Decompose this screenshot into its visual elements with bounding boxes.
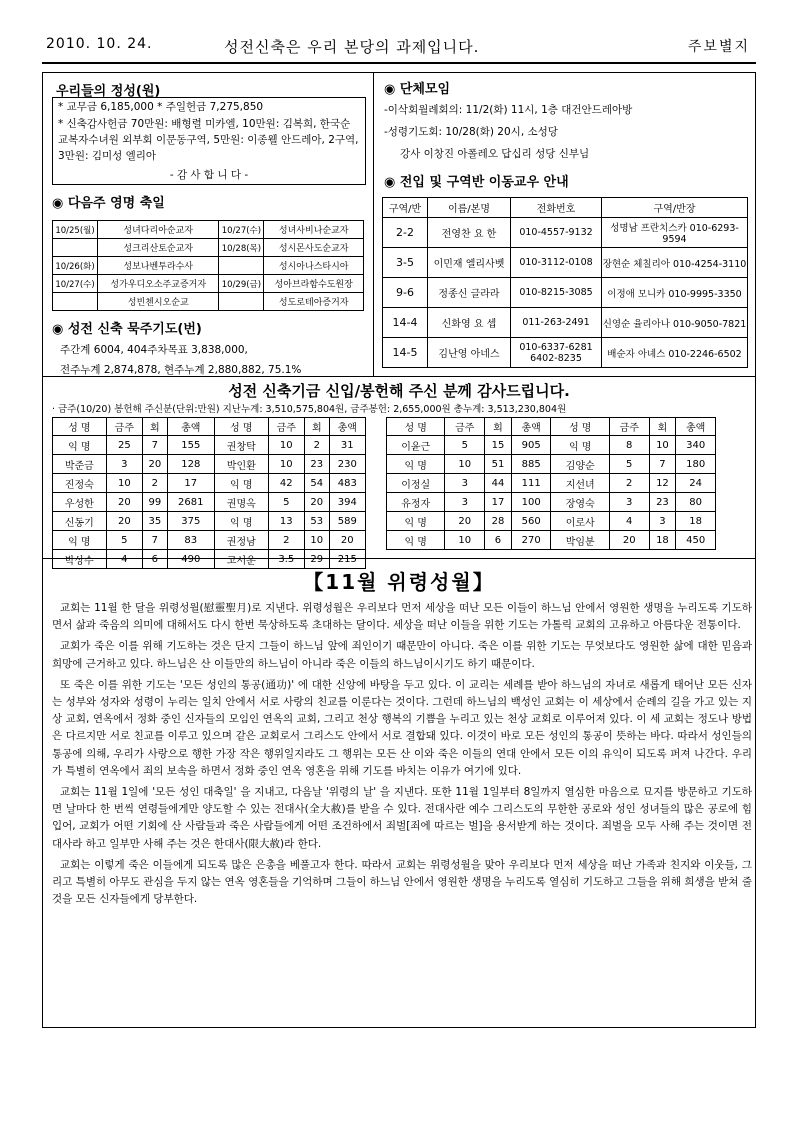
issue-date: 2010. 10. 24. [46, 36, 153, 52]
transfer-title-text: 전입 및 구역반 이동교우 안내 [399, 175, 569, 190]
donor-week: 20 [106, 493, 142, 512]
donor-week: 10 [445, 531, 485, 550]
donation-header: 성 명 [214, 418, 268, 436]
offerings-title: 우리들의 정성(원) [56, 84, 161, 99]
donation-header: 총액 [676, 418, 716, 436]
donor-total: 270 [511, 531, 551, 550]
donor-name: 진정숙 [53, 474, 107, 493]
transfer-table [382, 197, 748, 368]
donor-total: 24 [676, 474, 716, 493]
donor-name: 익 명 [551, 436, 609, 455]
donation-header: 회 [485, 418, 512, 436]
donor-name: 익 명 [387, 455, 445, 474]
transfer-header: 전화번호 [511, 198, 602, 218]
donor-count: 54 [304, 474, 329, 493]
donor-name: 익 명 [387, 512, 445, 531]
donor-total: 31 [329, 436, 365, 455]
donor-count: 2 [143, 474, 168, 493]
donor-week: 10 [445, 455, 485, 474]
donor-week: 3 [445, 493, 485, 512]
donor-name: 익 명 [214, 474, 268, 493]
donor-week: 10 [106, 474, 142, 493]
transfer-name: 전영찬 요 한 [428, 218, 511, 248]
donation-row [53, 493, 366, 512]
donor-week: 5 [609, 455, 649, 474]
article-paragraph: 교회는 11월 1일에 '모든 성인 대축일' 을 지내고, 다음날 '위령의 날' 을 지낸다. 또한 11월 1일부터 8일까지 열심한 마음으로 묘지를 방문하고 기도하면 날마다 한 번씩 연령들에게만 양도할 수 있는 전대사(全大赦)를 받을 수 있다. 전대사란 예수 그리스도의 무한한 공로와 성인 성녀들의 많은 공로에 힘입어, 교회가 어떤 기회에 산 사람들과 죽은 사람들에게 어떤 조건하에서 죄벌[죄에 따르는 벌]을 용서받게 하는 것이다. 죄벌을 모두 사해 주는 것이면 전대사라 하고 일부만 사해 주는 것은 한대사(限大赦)라 한다. [52, 786, 752, 850]
donor-count: 29 [304, 550, 329, 569]
transfer-phone: 011-263-2491 [511, 308, 602, 338]
bullet-icon: ◉ [52, 322, 68, 337]
donor-week: 3 [609, 493, 649, 512]
donor-week: 25 [106, 436, 142, 455]
donor-name: 이로사 [551, 512, 609, 531]
donation-row [387, 512, 716, 531]
page-header [42, 30, 756, 64]
feast-name: 성빈첸시오순교 [98, 293, 219, 311]
donor-total: 885 [511, 455, 551, 474]
feast-date [53, 293, 98, 311]
donor-total: 18 [676, 512, 716, 531]
donor-week: 5 [106, 531, 142, 550]
donation-row [53, 474, 366, 493]
transfer-title [384, 171, 569, 190]
feast-title [52, 192, 165, 211]
donor-total: 100 [511, 493, 551, 512]
article-title: 【11월 위령성월】 [303, 570, 495, 594]
donor-name: 유정자 [387, 493, 445, 512]
donation-row [387, 455, 716, 474]
donor-name: 지선녀 [551, 474, 609, 493]
article-paragraph: 교회가 죽은 이를 위해 기도하는 것은 단지 그들이 하느님 앞에 죄인이기 때문만이 아니다. 죽은 이를 위한 기도는 무엇보다도 영원한 삶에 대한 믿음과 희망에 근거하고 있다. 하느님은 산 이들만의 하느님이 아니라 죽은 이들의 하느님이시기도 하기 때문이다. [52, 640, 752, 670]
donor-name: 익 명 [214, 512, 268, 531]
transfer-name: 정종신 글라라 [428, 278, 511, 308]
feast-date: 10/26(화) [53, 257, 98, 275]
donor-week: 20 [106, 512, 142, 531]
group-title-text: 단체모임 [399, 82, 451, 97]
donor-count: 7 [143, 531, 168, 550]
feast-row [53, 257, 364, 275]
transfer-area: 14-5 [383, 338, 428, 368]
feast-row [53, 275, 364, 293]
donor-week: 3 [106, 455, 142, 474]
section-label: 주보별지 [687, 39, 750, 55]
donor-count: 28 [485, 512, 512, 531]
rosary-line2: 전주누계 2,874,878, 현주누계 2,880,882, 75.1% [60, 364, 302, 376]
donation-table-left [52, 417, 366, 569]
donor-week: 4 [609, 512, 649, 531]
donor-name: 고서운 [214, 550, 268, 569]
feast-name: 성보나벤투라수사 [98, 257, 219, 275]
donor-week: 20 [445, 512, 485, 531]
donation-summary: · 금주(10/20) 봉헌해 주신분(단위:만원) 지난누계: 3,510,575,804원, 금주봉헌: 2,655,000원 총누계: 3,513,230,804원 [52, 404, 567, 415]
donor-name: 박인환 [214, 455, 268, 474]
donor-total: 215 [329, 550, 365, 569]
donor-name: 익 명 [387, 531, 445, 550]
transfer-leader: 배순자 아녜스 010-2246-6502 [602, 338, 748, 368]
transfer-leader: 이정애 모니카 010-9995-3350 [602, 278, 748, 308]
donor-total: 80 [676, 493, 716, 512]
donor-name: 박상수 [53, 550, 107, 569]
donor-total: 560 [511, 512, 551, 531]
group-line1: -이삭회월례회의: 11/2(화) 11시, 1층 대건안드레아방 [384, 104, 633, 116]
donation-header-row [387, 418, 716, 436]
donor-count: 18 [649, 531, 676, 550]
group-line2: -성령기도회: 10/28(화) 20시, 소성당 [384, 126, 558, 138]
donor-total: 450 [676, 531, 716, 550]
donor-count: 7 [649, 455, 676, 474]
transfer-leader: 성명남 프란치스카 010-6293-9594 [602, 218, 748, 248]
transfer-row [383, 308, 748, 338]
transfer-phone: 010-6337-6281 6402-8235 [511, 338, 602, 368]
donor-count: 35 [143, 512, 168, 531]
feast-date [219, 293, 264, 311]
donor-week: 4 [106, 550, 142, 569]
donation-row [387, 493, 716, 512]
donor-week: 3.5 [268, 550, 304, 569]
donor-total: 128 [167, 455, 214, 474]
offerings-line2: * 신축감사헌금 70만원: 배형렬 미카엘, 10만원: 김복희, 한국순교복자수녀원 외부회 이문동구역, 5만원: 이종웰 안드레아, 2구역, 3만원: 김미성 엘리아 [58, 118, 359, 162]
transfer-name: 이민재 엘리사벳 [428, 248, 511, 278]
donor-total: 394 [329, 493, 365, 512]
donor-total: 375 [167, 512, 214, 531]
donation-header: 금주 [106, 418, 142, 436]
donor-week: 2 [609, 474, 649, 493]
donor-count: 10 [304, 531, 329, 550]
transfer-name: 김난영 아네스 [428, 338, 511, 368]
article-paragraph: 또 죽은 이를 위한 기도는 '모든 성인의 통공(通功)' 에 대한 신앙에 바탕을 두고 있다. 이 교리는 세례를 받아 하느님의 자녀로 새롭게 태어난 모든 신자는 성부와 성자와 성령이 누리는 일치 안에서 서로 사랑의 친교를 이룬다는 것이다. 그런데 하느님의 백성인 교회는 이 세상에서 순례의 길을 가고 있는 지상 교회, 연옥에서 정화 중인 신자들의 모임인 연옥의 교회, 그리고 천상 행복의 기쁨을 누리고 있는 천상 교회로 이루어져 있다. 이 세 교회는 정도나 방법은 다르지만 서로 친교를 이루고 있으며 같은 교회로서 그리스도 안에서 서로 결합돼 있다. 이것이 바로 모든 성인의 통공이 뜻하는 바다. 따라서 성인들의 통공에 의해, 우리가 사랑으로 행한 가장 작은 행위일지라도 그 행위는 모든 산 이와 죽은 이들의 연대 안에서 모든 이의 유익이 되도록 퍼져 나간다. 우리가 특별히 연옥에서 죄의 보속을 하면서 정화 중인 연옥 영혼을 위해 기도를 바치는 이유가 여기에 있다. [52, 678, 752, 777]
feast-name: 성가우디오소주교증거자 [98, 275, 219, 293]
article-paragraph: 교회는 11월 한 달을 위령성월(慰靈聖月)로 지낸다. 위령성월은 우리보다 먼저 세상을 떠난 모든 이들이 하느님 안에서 영원한 생명을 누리도록 기도하면서 삶과 죽음의 의미에 대해서도 다시 한번 묵상하도록 초대하는 달이다. 세상을 떠난 이들을 위한 기도는 가톨릭 교회의 고유하고 아름다운 전통이다. [52, 602, 752, 632]
feast-row [53, 221, 364, 239]
group-line3: 강사 이창진 아폴레오 답십리 성당 신부님 [400, 148, 590, 160]
donation-header: 금주 [445, 418, 485, 436]
donor-count: 23 [304, 455, 329, 474]
feast-date: 10/27(수) [219, 221, 264, 239]
donor-count: 53 [304, 512, 329, 531]
feast-date: 10/28(목) [219, 239, 264, 257]
donation-row [53, 512, 366, 531]
bullet-icon: ◉ [384, 175, 400, 190]
donation-row [387, 474, 716, 493]
donor-name: 이윤근 [387, 436, 445, 455]
donor-name: 박준금 [53, 455, 107, 474]
donation-table-right [386, 417, 716, 550]
feast-row [53, 293, 364, 311]
feast-table [52, 220, 364, 311]
donor-count: 2 [304, 436, 329, 455]
donation-header: 회 [649, 418, 676, 436]
transfer-name: 신화영 요 셉 [428, 308, 511, 338]
feast-name: 성크리산토순교자 [98, 239, 219, 257]
donation-header: 총액 [329, 418, 365, 436]
transfer-area: 3-5 [383, 248, 428, 278]
donor-name: 김양순 [551, 455, 609, 474]
donor-total: 589 [329, 512, 365, 531]
rosary-line1: 주간계 6004, 404주차목표 3,838,000, [60, 344, 248, 356]
transfer-phone: 010-4557-9132 [511, 218, 602, 248]
article-body [52, 600, 752, 912]
donor-total: 2681 [167, 493, 214, 512]
donor-week: 8 [609, 436, 649, 455]
group-title [384, 78, 450, 97]
column-divider [373, 72, 374, 376]
donor-total: 340 [676, 436, 716, 455]
header-rule [42, 62, 756, 64]
transfer-header: 이름/본명 [428, 198, 511, 218]
donation-header: 성 명 [53, 418, 107, 436]
donor-name: 권정남 [214, 531, 268, 550]
donation-header: 성 명 [387, 418, 445, 436]
donation-row [387, 436, 716, 455]
donor-total: 230 [329, 455, 365, 474]
donor-name: 이정실 [387, 474, 445, 493]
transfer-header: 구역/반장 [602, 198, 748, 218]
donation-row [53, 455, 366, 474]
donation-row [53, 531, 366, 550]
bullet-icon: ◉ [52, 196, 68, 211]
donor-week: 10 [268, 455, 304, 474]
transfer-phone: 010-8215-3085 [511, 278, 602, 308]
donor-name: 권창탁 [214, 436, 268, 455]
donor-name: 익 명 [53, 436, 107, 455]
transfer-row [383, 248, 748, 278]
rosary-title [52, 318, 202, 337]
donation-row [53, 436, 366, 455]
transfer-leader: 장현순 체칠리아 010-4254-3110 [602, 248, 748, 278]
donor-name: 장영숙 [551, 493, 609, 512]
donor-name: 우성한 [53, 493, 107, 512]
donor-week: 5 [268, 493, 304, 512]
donor-total: 17 [167, 474, 214, 493]
feast-date [53, 239, 98, 257]
transfer-area: 9-6 [383, 278, 428, 308]
bullet-icon: ◉ [384, 82, 400, 97]
donation-header: 총액 [511, 418, 551, 436]
feast-name: 성시몬사도순교자 [264, 239, 364, 257]
transfer-area: 14-4 [383, 308, 428, 338]
donor-week: 2 [268, 531, 304, 550]
page-slogan: 성전신축은 우리 본당의 과제입니다. [224, 38, 480, 56]
donor-count: 15 [485, 436, 512, 455]
donor-week: 13 [268, 512, 304, 531]
transfer-phone: 010-3112-0108 [511, 248, 602, 278]
donor-total: 180 [676, 455, 716, 474]
donor-count: 99 [143, 493, 168, 512]
donor-count: 51 [485, 455, 512, 474]
feast-date: 10/27(수) [53, 275, 98, 293]
feast-date [219, 257, 264, 275]
donor-count: 20 [143, 455, 168, 474]
donor-week: 20 [609, 531, 649, 550]
donation-header: 금주 [268, 418, 304, 436]
rosary-title-text: 성전 신축 묵주기도(번) [67, 322, 202, 337]
offerings-line1: * 교무금 6,185,000 * 주일헌금 7,275,850 [58, 101, 264, 113]
donor-total: 155 [167, 436, 214, 455]
donation-header: 성 명 [551, 418, 609, 436]
donation-header: 총액 [167, 418, 214, 436]
donor-total: 111 [511, 474, 551, 493]
donor-count: 17 [485, 493, 512, 512]
donor-count: 3 [649, 512, 676, 531]
donor-total: 490 [167, 550, 214, 569]
donor-name: 박임분 [551, 531, 609, 550]
donor-count: 20 [304, 493, 329, 512]
donor-count: 6 [485, 531, 512, 550]
transfer-row [383, 218, 748, 248]
feast-name: 성시아나스타시아 [264, 257, 364, 275]
donation-header: 회 [143, 418, 168, 436]
donor-count: 12 [649, 474, 676, 493]
donor-name: 신동기 [53, 512, 107, 531]
offerings-thanks: - 감 사 합 니 다 - [169, 169, 249, 181]
donor-total: 20 [329, 531, 365, 550]
donor-name: 익 명 [53, 531, 107, 550]
donor-total: 83 [167, 531, 214, 550]
donation-header-row [53, 418, 366, 436]
donor-total: 483 [329, 474, 365, 493]
feast-name: 성도로테아증거자 [264, 293, 364, 311]
transfer-header: 구역/반 [383, 198, 428, 218]
donor-total: 905 [511, 436, 551, 455]
feast-date: 10/25(월) [53, 221, 98, 239]
article-paragraph: 교회는 이렇게 죽은 이들에게 되도록 많은 은총을 베풀고자 한다. 따라서 교회는 위령성월을 맞아 우리보다 먼저 세상을 떠난 가족과 친지와 이웃들, 그리고 특별히 아무도 관심을 두지 않는 연옥 영혼들을 기억하며 그들이 하느님 안에서 영원한 생명을 누리도록 열심히 기도하고 그들을 위해 희생을 받쳐 줄 것을 모든 신자들에게 당부한다. [52, 858, 752, 906]
transfer-row [383, 278, 748, 308]
donor-count: 23 [649, 493, 676, 512]
feast-name: 성녀사비나순교자 [264, 221, 364, 239]
donation-header: 금주 [609, 418, 649, 436]
donor-name: 권명옥 [214, 493, 268, 512]
donor-count: 7 [143, 436, 168, 455]
donor-count: 44 [485, 474, 512, 493]
donation-row [387, 531, 716, 550]
feast-row [53, 239, 364, 257]
transfer-leader: 신영순 율리아나 010-9050-7821 [602, 308, 748, 338]
feast-name: 성녀다리아순교자 [98, 221, 219, 239]
donation-title: 성전 신축기금 신입/봉헌해 주신 분께 감사드립니다. [228, 382, 570, 400]
donor-week: 3 [445, 474, 485, 493]
donation-header: 회 [304, 418, 329, 436]
feast-name: 성아브라함수도원장 [264, 275, 364, 293]
donor-week: 42 [268, 474, 304, 493]
donor-week: 5 [445, 436, 485, 455]
feast-title-text: 다음주 영명 축일 [67, 196, 165, 211]
donor-week: 10 [268, 436, 304, 455]
feast-date: 10/29(금) [219, 275, 264, 293]
transfer-row [383, 338, 748, 368]
transfer-area: 2-2 [383, 218, 428, 248]
donor-count: 10 [649, 436, 676, 455]
donor-count: 6 [143, 550, 168, 569]
